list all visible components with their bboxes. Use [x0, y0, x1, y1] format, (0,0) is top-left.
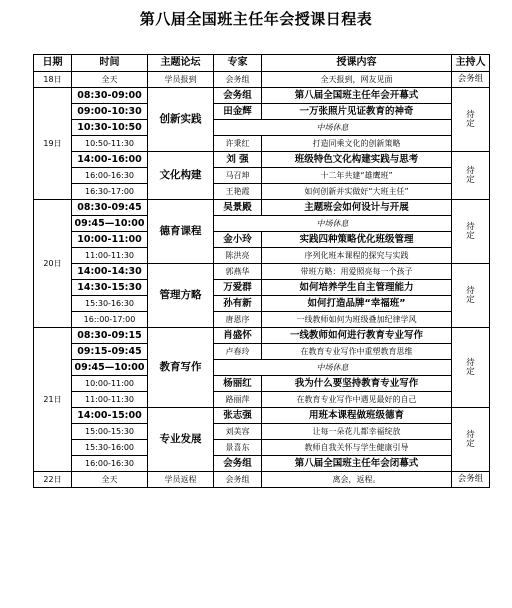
content-cell: 实践四种策略优化班级管理: [262, 232, 452, 248]
time-cell: 11:00-11:30: [72, 248, 148, 264]
date-cell: 18日: [34, 72, 72, 88]
time-cell: 11:00-11:30: [72, 392, 148, 408]
expert-cell: 路丽萍: [214, 392, 262, 408]
time-cell: 09:15-09:45: [72, 344, 148, 360]
break-cell: 中场休息: [214, 216, 452, 232]
content-cell: 一线教师如何进行教育专业写作: [262, 328, 452, 344]
expert-cell: 卢春玲: [214, 344, 262, 360]
date-cell: 21日: [34, 328, 72, 472]
table-row: [34, 152, 490, 168]
time-cell: 14:00-16:00: [72, 152, 148, 168]
table-row: [34, 360, 490, 376]
host-cell: 会务组: [452, 472, 490, 488]
expert-cell: 杨丽红: [214, 376, 262, 392]
expert-cell: 张志强: [214, 408, 262, 424]
time-cell: 16:30-17:00: [72, 184, 148, 200]
content-cell: 我为什么要坚持教育专业写作: [262, 376, 452, 392]
table-row: [34, 120, 490, 136]
table-row: [34, 232, 490, 248]
time-cell: 10:50-11:30: [72, 136, 148, 152]
expert-cell: 会务组: [214, 88, 262, 104]
date-cell: 20日: [34, 200, 72, 328]
schedule-table: [33, 54, 490, 488]
table-row: [34, 472, 490, 488]
time-cell: 14:30-15:30: [72, 280, 148, 296]
table-row: [34, 456, 490, 472]
time-cell: 09:00-10:30: [72, 104, 148, 120]
content-cell: 用班本课程做班级德育: [262, 408, 452, 424]
header-date: 日期: [34, 55, 72, 72]
expert-cell: 金小玲: [214, 232, 262, 248]
expert-cell: 会务组: [214, 456, 262, 472]
expert-cell: 陈洪亮: [214, 248, 262, 264]
table-row: [34, 216, 490, 232]
host-cell: 待 定: [452, 88, 490, 152]
table-row: [34, 200, 490, 216]
expert-cell: 肖盛怀: [214, 328, 262, 344]
host-cell: 待 定: [452, 264, 490, 328]
content-cell: 班级特色文化构建实践与思考: [262, 152, 452, 168]
time-cell: 10:30-10:50: [72, 120, 148, 136]
expert-cell: 会务组: [214, 472, 262, 488]
host-cell: 待 定: [452, 200, 490, 264]
expert-cell: 刘美容: [214, 424, 262, 440]
table-row: [34, 104, 490, 120]
content-cell: 如何打造品牌“幸福班”: [262, 296, 452, 312]
time-cell: 全天: [72, 472, 148, 488]
content-cell: 第八届全国班主任年会开幕式: [262, 88, 452, 104]
expert-cell: 郭燕华: [214, 264, 262, 280]
time-cell: 09:45—10:00: [72, 360, 148, 376]
table-row: [34, 88, 490, 104]
expert-cell: 唐恩序: [214, 312, 262, 328]
table-row: [34, 408, 490, 424]
time-cell: 10:00-11:00: [72, 232, 148, 248]
table-row: [34, 280, 490, 296]
time-cell: 08:30-09:00: [72, 88, 148, 104]
content-cell: 在教育专业写作中重塑教育思维: [262, 344, 452, 360]
schedule-body: [34, 72, 490, 488]
content-cell: 序列化班本课程的探究与实践: [262, 248, 452, 264]
forum-cell: 德育课程: [148, 200, 214, 264]
time-cell: 14:00-14:30: [72, 264, 148, 280]
table-row: [34, 184, 490, 200]
table-row: [34, 376, 490, 392]
time-cell: 15:00-15:30: [72, 424, 148, 440]
forum-cell: 管理方略: [148, 264, 214, 328]
table-row: [34, 72, 490, 88]
expert-cell: 马召坤: [214, 168, 262, 184]
date-cell: 22日: [34, 472, 72, 488]
time-cell: 16:00-16:30: [72, 456, 148, 472]
time-cell: 10:00-11:00: [72, 376, 148, 392]
content-cell: 如何培养学生自主管理能力: [262, 280, 452, 296]
content-cell: 第八届全国班主任年会闭幕式: [262, 456, 452, 472]
forum-cell: 文化构建: [148, 152, 214, 200]
time-cell: 15:30-16:00: [72, 440, 148, 456]
content-cell: 打造同乘文化的创新策略: [262, 136, 452, 152]
table-row: [34, 136, 490, 152]
expert-cell: 景喜东: [214, 440, 262, 456]
content-cell: 一万张照片见证教育的神奇: [262, 104, 452, 120]
expert-cell: 会务组: [214, 72, 262, 88]
host-cell: 待 定: [452, 408, 490, 472]
host-cell: 会务组: [452, 72, 490, 88]
content-cell: 如何创新并实做好“大班主任”: [262, 184, 452, 200]
time-cell: 08:30-09:15: [72, 328, 148, 344]
time-cell: 16:00-16:30: [72, 168, 148, 184]
expert-cell: 王艳霞: [214, 184, 262, 200]
table-row: [34, 264, 490, 280]
content-cell: 让每一朵花儿都幸福绽放: [262, 424, 452, 440]
time-cell: 全天: [72, 72, 148, 88]
table-row: [34, 424, 490, 440]
page-title: 第八届全国班主任年会授课日程表: [139, 10, 373, 28]
content-cell: 带班方略：用爱照亮每一个孩子: [262, 264, 452, 280]
table-row: [34, 168, 490, 184]
content-cell: 全天报到，网友见面: [262, 72, 452, 88]
expert-cell: 万爱群: [214, 280, 262, 296]
date-cell: 19日: [34, 88, 72, 200]
expert-cell: 许秉红: [214, 136, 262, 152]
content-cell: 离会，返程。: [262, 472, 452, 488]
content-cell: 教师自我关怀与学生健康引导: [262, 440, 452, 456]
header-host: 主持人: [452, 55, 490, 72]
host-cell: 待 定: [452, 152, 490, 200]
time-cell: 15:30-16:30: [72, 296, 148, 312]
expert-cell: 孙有新: [214, 296, 262, 312]
table-row: [34, 344, 490, 360]
header-forum: 主题论坛: [148, 55, 214, 72]
table-row: [34, 392, 490, 408]
time-cell: 14:00-15:00: [72, 408, 148, 424]
content-cell: 十二年共建“雄鹰班”: [262, 168, 452, 184]
forum-cell: 学员报到: [148, 72, 214, 88]
expert-cell: 刘 强: [214, 152, 262, 168]
content-cell: 主题班会如何设计与开展: [262, 200, 452, 216]
host-cell: 待 定: [452, 328, 490, 408]
forum-cell: 教育写作: [148, 328, 214, 408]
time-cell: 16::00-17:00: [72, 312, 148, 328]
expert-cell: 吴景殿: [214, 200, 262, 216]
header-expert: 专家: [214, 55, 262, 72]
break-cell: 中场休息: [214, 360, 452, 376]
forum-cell: 创新实践: [148, 88, 214, 152]
expert-cell: 田金辉: [214, 104, 262, 120]
time-cell: 08:30-09:45: [72, 200, 148, 216]
header-time: 时间: [72, 55, 148, 72]
table-row: [34, 248, 490, 264]
time-cell: 09:45—10:00: [72, 216, 148, 232]
header-content: 授课内容: [262, 55, 452, 72]
content-cell: 一线教师如何为班级叠加纪律学风: [262, 312, 452, 328]
forum-cell: 专业发展: [148, 408, 214, 472]
table-row: [34, 296, 490, 312]
table-row: [34, 312, 490, 328]
forum-cell: 学员返程: [148, 472, 214, 488]
table-row: [34, 440, 490, 456]
table-row: [34, 328, 490, 344]
header-row: [34, 55, 490, 72]
break-cell: 中场休息: [214, 120, 452, 136]
content-cell: 在教育专业写作中遇见最好的自己: [262, 392, 452, 408]
